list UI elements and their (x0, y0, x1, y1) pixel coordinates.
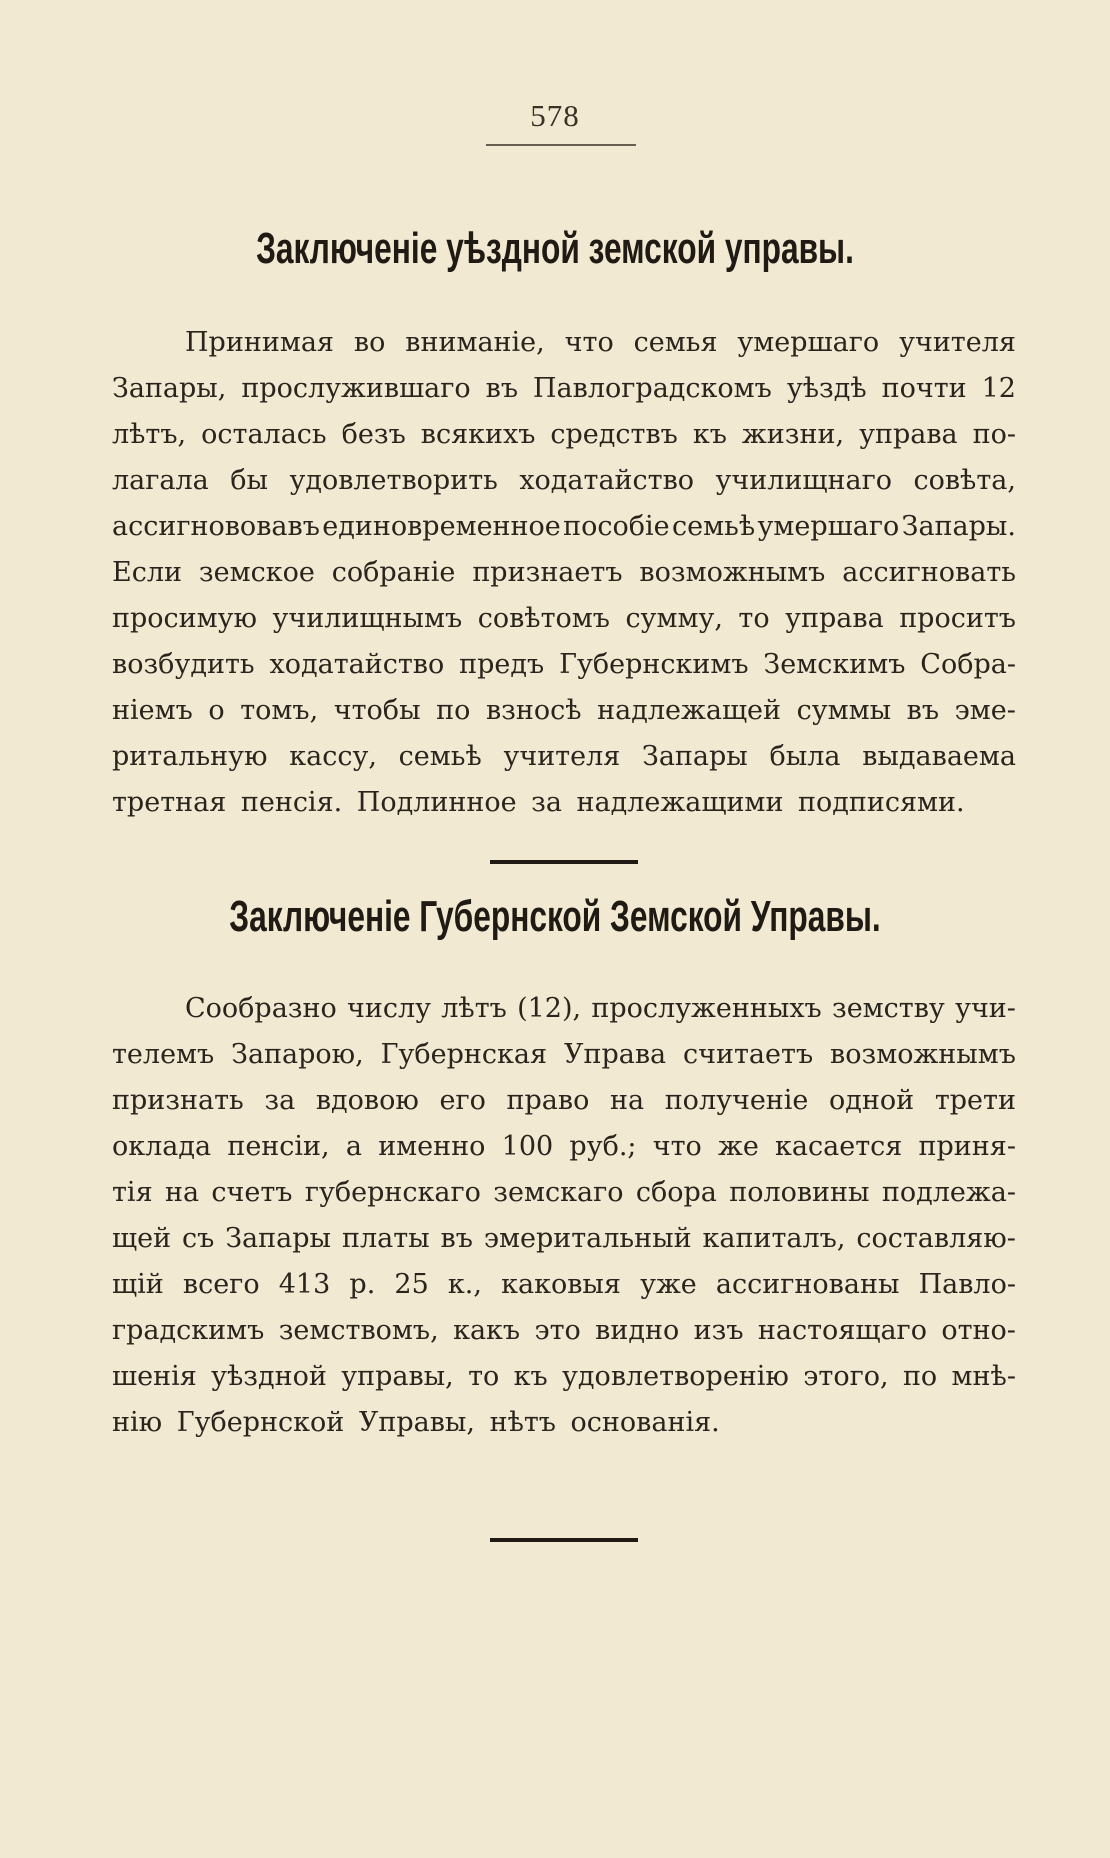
word: на (164, 1177, 200, 1208)
text-line (112, 1078, 1016, 1124)
word: тія (112, 1177, 153, 1208)
word: полученіе (664, 1085, 809, 1116)
word: (12), (517, 993, 582, 1024)
word: градскимъ (112, 1315, 265, 1346)
word: по (902, 1361, 938, 1392)
word: Запары. (901, 511, 1016, 542)
word: удовлетворенію (562, 1361, 789, 1392)
word: Управа (563, 1039, 667, 1070)
word: умершаго (757, 511, 900, 542)
word: р. (349, 1269, 376, 1300)
word: этого, (803, 1361, 889, 1392)
word: пособіе (563, 511, 670, 542)
word: счетъ (211, 1177, 293, 1208)
word: Принимая (185, 327, 334, 358)
word: Запары, (112, 373, 227, 404)
page-number: 578 (530, 98, 580, 133)
word: Запары (225, 1223, 332, 1254)
word: уѣздной (211, 1361, 327, 1392)
word: выдаваема (862, 741, 1016, 772)
word: по- (972, 419, 1016, 450)
word: настоящаго (757, 1315, 927, 1346)
word: вниманіе, (405, 327, 545, 358)
word: ходатайство (269, 649, 445, 680)
word: оклада (112, 1131, 212, 1162)
word: щей (112, 1223, 172, 1254)
text-line (112, 780, 1016, 826)
word: то (468, 1361, 500, 1392)
word: возбудить (112, 649, 255, 680)
word: жизни, (741, 419, 845, 450)
word: къ (692, 419, 727, 450)
word: совѣта, (913, 465, 1016, 496)
word: ассигнововавъ (112, 511, 320, 542)
word: то (738, 603, 770, 634)
word: ассигновать (842, 557, 1016, 588)
word: телемъ (112, 1039, 215, 1070)
word: прослуженныхъ (591, 993, 822, 1024)
word: губернскаго (304, 1177, 481, 1208)
word: сбора (635, 1177, 717, 1208)
text-line (112, 412, 1016, 458)
word: к., (447, 1269, 482, 1300)
word: о (208, 695, 225, 726)
section-2-paragraph (112, 986, 1016, 1446)
word: право (506, 1085, 590, 1116)
word: трети (934, 1085, 1016, 1116)
word: вдовою (315, 1085, 419, 1116)
word: земству (831, 993, 945, 1024)
word: просимую (112, 603, 258, 634)
section-1-heading: Заключеніе уѣздной земской управы. (256, 224, 854, 273)
word: прослужившаго (241, 373, 471, 404)
word: земскаго (493, 1177, 624, 1208)
text-line (112, 504, 1016, 550)
word: лѣтъ, (112, 419, 187, 450)
word: же (718, 1131, 759, 1162)
word: возможнымъ (830, 1039, 1016, 1070)
word: всего (182, 1269, 260, 1300)
text-line (112, 366, 1016, 412)
word: признать (112, 1085, 244, 1116)
section-2-heading: Заключеніе Губернской Земской Управы. (229, 892, 881, 941)
text-line (112, 734, 1016, 780)
word: Губернскимъ (559, 649, 749, 680)
word: средствъ (550, 419, 678, 450)
word: признаетъ (472, 557, 623, 588)
word: третная пенсія. Подлинное за надлежащими подписями. (112, 787, 965, 818)
word: ритальную (112, 741, 268, 772)
word: семьѣ (672, 511, 756, 542)
word: проситъ (899, 603, 1016, 634)
word: 25 (394, 1269, 429, 1300)
text-line (112, 1170, 1016, 1216)
word: безъ (341, 419, 406, 450)
word: половины (729, 1177, 870, 1208)
word: удовлетворить (289, 465, 498, 496)
word: числу (347, 993, 432, 1024)
word: эме- (954, 695, 1016, 726)
word: мнѣ- (951, 1361, 1016, 1392)
text-line (112, 986, 1016, 1032)
word: во (353, 327, 386, 358)
word: а (345, 1131, 362, 1162)
word: къ (513, 1361, 548, 1392)
word: управы, (341, 1361, 454, 1392)
text-line (112, 1032, 1016, 1078)
word: была (769, 741, 841, 772)
word: что (564, 327, 614, 358)
word: управа (785, 603, 884, 634)
word: томъ, (240, 695, 319, 726)
word: шенія (112, 1361, 197, 1392)
word: 12 (981, 373, 1016, 404)
word: платы (341, 1223, 430, 1254)
word: Павло- (918, 1269, 1016, 1300)
word: считаетъ (683, 1039, 814, 1070)
text-line (112, 642, 1016, 688)
word: Если (112, 557, 182, 588)
page-number-rule (486, 144, 636, 146)
word: каковыя (501, 1269, 621, 1300)
word: 100 (501, 1131, 554, 1162)
word: надлежащей (597, 695, 782, 726)
word: земствомъ, (278, 1315, 439, 1346)
word: взносѣ (485, 695, 582, 726)
word: касается (775, 1131, 903, 1162)
word: ніемъ (112, 695, 193, 726)
text-line (112, 550, 1016, 596)
word: щій (112, 1269, 164, 1300)
word: суммы (796, 695, 892, 726)
word: пенсіи, (227, 1131, 330, 1162)
word: предъ (459, 649, 545, 680)
word: Запары (642, 741, 748, 772)
word: Губернская (380, 1039, 548, 1070)
word: возможнымъ (639, 557, 826, 588)
word: капиталъ, (702, 1223, 846, 1254)
text-line (112, 458, 1016, 504)
word: руб.; (569, 1131, 637, 1162)
text-line (112, 596, 1016, 642)
word: всякихъ (420, 419, 536, 450)
word: управа (859, 419, 958, 450)
word: почти (881, 373, 967, 404)
word: уже (640, 1269, 697, 1300)
word: училищнымъ (272, 603, 463, 634)
word: лагала (112, 465, 209, 496)
word: земское (198, 557, 315, 588)
word: чтобы (333, 695, 421, 726)
text-line (112, 1216, 1016, 1262)
word: осталась (201, 419, 327, 450)
word: семьѣ (398, 741, 482, 772)
word: ассигнованы (715, 1269, 900, 1300)
word: 413 (278, 1269, 331, 1300)
word: на (609, 1085, 645, 1116)
word: лѣтъ (441, 993, 507, 1024)
word: эмеритальный (483, 1223, 692, 1254)
word: изъ (693, 1315, 744, 1346)
text-line (112, 1308, 1016, 1354)
word: умершаго (737, 327, 880, 358)
word: ходатайство (519, 465, 695, 496)
word: учи- (955, 993, 1016, 1024)
section-divider (490, 860, 638, 864)
word: что (652, 1131, 702, 1162)
word: совѣтомъ (477, 603, 610, 634)
word: въ (440, 1223, 473, 1254)
word: одной (829, 1085, 915, 1116)
word: Запарою, (231, 1039, 364, 1070)
word: именно (378, 1131, 486, 1162)
text-line (112, 1354, 1016, 1400)
word: Павлоградскомъ (533, 373, 772, 404)
word: бы (230, 465, 268, 496)
word: съ (182, 1223, 215, 1254)
word: Сообразно (185, 993, 337, 1024)
word: въ (906, 695, 940, 726)
word: какъ (453, 1315, 521, 1346)
word: въ (485, 373, 519, 404)
text-line (112, 1124, 1016, 1170)
text-line (112, 320, 1016, 366)
word: подлежа- (881, 1177, 1016, 1208)
word: уѣздѣ (786, 373, 867, 404)
word: приня- (918, 1131, 1016, 1162)
word: его (439, 1085, 486, 1116)
word: кассу, (289, 741, 377, 772)
text-line (112, 1400, 1016, 1446)
word: училищнаго (715, 465, 893, 496)
word: Земскимъ (763, 649, 906, 680)
text-line (112, 1262, 1016, 1308)
word: нію Губернской Управы, нѣтъ основанія. (112, 1407, 720, 1438)
end-divider (490, 1538, 638, 1542)
word: учителя (899, 327, 1016, 358)
word: единовременное (322, 511, 561, 542)
section-1-paragraph (112, 320, 1016, 826)
word: составляю- (856, 1223, 1016, 1254)
word: сумму, (625, 603, 723, 634)
word: Собра- (920, 649, 1016, 680)
word: видно (595, 1315, 680, 1346)
word: семья (633, 327, 718, 358)
word: за (264, 1085, 296, 1116)
word: по (436, 695, 471, 726)
word: собраніе (331, 557, 456, 588)
word: это (534, 1315, 581, 1346)
word: отно- (941, 1315, 1016, 1346)
text-line (112, 688, 1016, 734)
word: учителя (503, 741, 621, 772)
